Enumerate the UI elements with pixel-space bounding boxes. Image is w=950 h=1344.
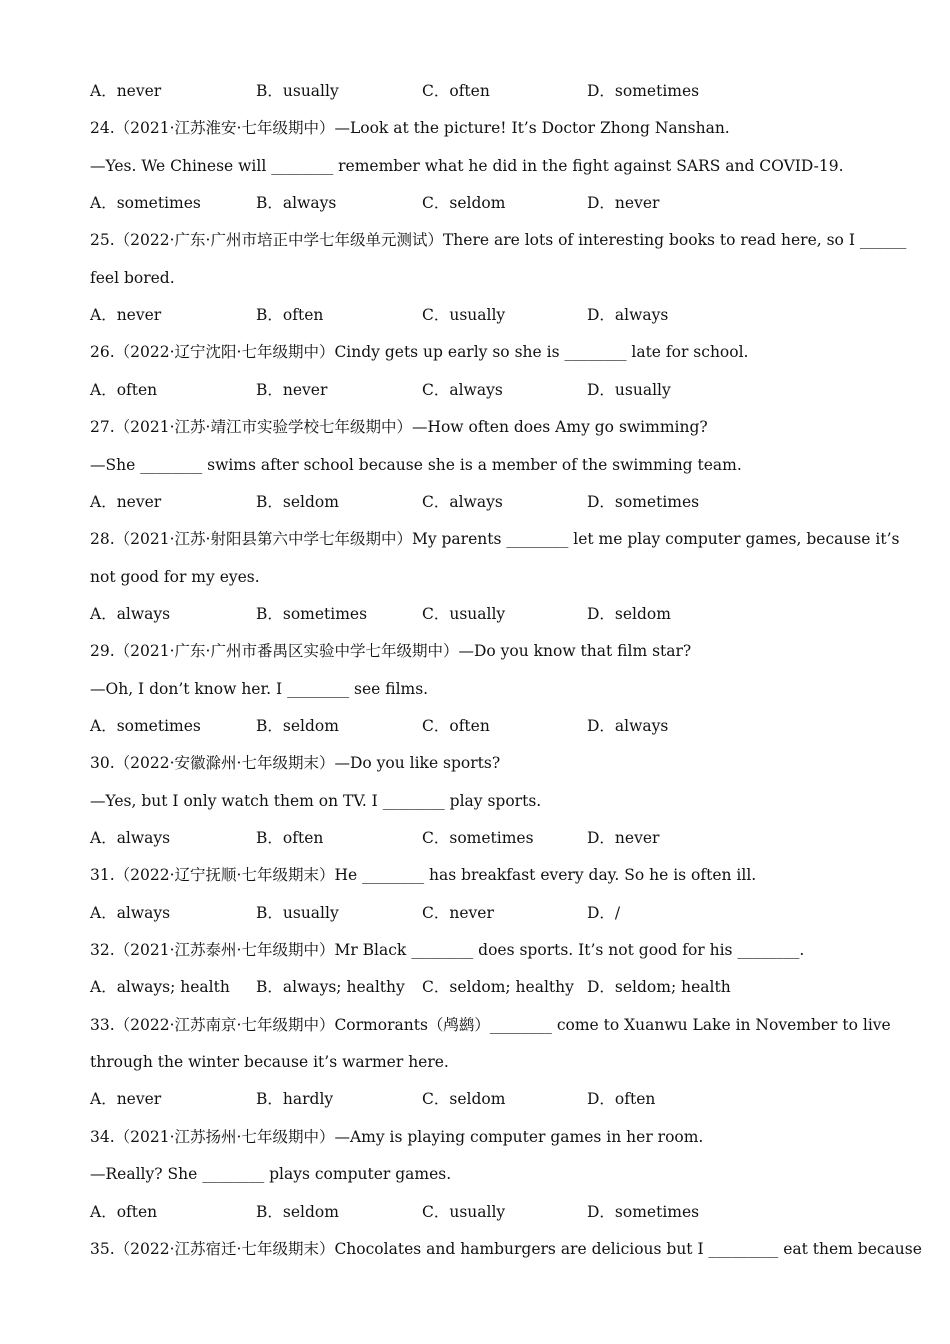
option-c: C．seldom [422,1090,506,1108]
option-b: B．seldom [256,493,339,511]
answer-options [90,603,870,625]
option-b: B．sometimes [256,605,368,623]
option-d: D．often [587,1090,656,1108]
option-d: D．always [587,717,669,735]
question-line: 34.（2021·江苏扬州·七年级期中）—Amy is playing computer games in her room. [90,1128,704,1146]
option-d: D．sometimes [587,493,700,511]
option-a: A．often [90,381,158,399]
question-line: 28.（2021·江苏·射阳县第六中学七年级期中）My parents ________ let me play computer games, because it’s [90,530,900,548]
option-c: C．often [422,717,490,735]
question-line: 24.（2021·江苏淮安·七年级期中）—Look at the picture! It’s Doctor Zhong Nanshan. [90,119,730,137]
option-c: C．seldom; healthy [422,978,574,996]
answer-options [90,1088,870,1110]
option-b: B．seldom [256,717,339,735]
answer-options [90,80,870,102]
option-a: A．sometimes [90,717,201,735]
option-c: C．often [422,82,490,100]
option-d: D．never [587,829,660,847]
option-a: A．never [90,1090,162,1108]
option-a: A．always [90,904,171,922]
option-a: A．never [90,493,162,511]
option-a: A．always [90,829,171,847]
option-a: A．always; health [90,978,230,996]
answer-options [90,827,870,849]
answer-options [90,491,870,513]
option-d: D．seldom; health [587,978,731,996]
option-b: B．never [256,381,328,399]
option-c: C．never [422,904,494,922]
question-line: 29.（2021·广东·广州市番禺区实验中学七年级期中）—Do you know that film star? [90,642,692,660]
question-line: not good for my eyes. [90,568,260,586]
option-d: D．always [587,306,669,324]
option-c: C．always [422,381,503,399]
option-d: D．seldom [587,605,671,623]
answer-options [90,1201,870,1223]
answer-options [90,304,870,326]
question-line: 25.（2022·广东·广州市培正中学七年级单元测试）There are lots of interesting books to read here, so I ______ [90,231,907,249]
option-b: B．usually [256,82,339,100]
question-line: 33.（2022·江苏南京·七年级期中）Cormorants（鸬鹚）________ come to Xuanwu Lake in November to live [90,1016,891,1034]
question-line: 31.（2022·辽宁抚顺·七年级期末）He ________ has breakfast every day. So he is often ill. [90,866,757,884]
option-d: D．never [587,194,660,212]
option-c: C．usually [422,306,506,324]
question-line: —She ________ swims after school because she is a member of the swimming team. [90,456,742,474]
option-c: C．usually [422,1203,506,1221]
option-d: D．/ [587,904,621,922]
option-a: A．always [90,605,171,623]
answer-options [90,902,870,924]
option-b: B．often [256,829,324,847]
option-c: C．sometimes [422,829,534,847]
option-c: C．always [422,493,503,511]
option-b: B．often [256,306,324,324]
question-line: 27.（2021·江苏·靖江市实验学校七年级期中）—How often does Amy go swimming? [90,418,708,436]
question-line: —Really? She ________ plays computer games. [90,1165,452,1183]
question-line: through the winter because it’s warmer here. [90,1053,449,1071]
answer-options [90,192,870,214]
option-c: C．usually [422,605,506,623]
option-d: D．sometimes [587,82,700,100]
option-a: A．never [90,82,162,100]
option-d: D．usually [587,381,671,399]
option-a: A．sometimes [90,194,201,212]
question-line: —Yes. We Chinese will ________ remember what he did in the fight against SARS and COVID-19. [90,157,844,175]
question-line: 26.（2022·辽宁沈阳·七年级期中）Cindy gets up early so she is ________ late for school. [90,343,749,361]
answer-options [90,715,870,737]
option-d: D．sometimes [587,1203,700,1221]
question-line: 30.（2022·安徽滁州·七年级期末）—Do you like sports? [90,754,501,772]
option-a: A．often [90,1203,158,1221]
option-b: B．always; healthy [256,978,405,996]
option-c: C．seldom [422,194,506,212]
option-b: B．hardly [256,1090,334,1108]
answer-options [90,976,870,998]
option-a: A．never [90,306,162,324]
option-b: B．seldom [256,1203,339,1221]
question-line: —Yes, but I only watch them on TV. I ________ play sports. [90,792,542,810]
question-line: —Oh, I don’t know her. I ________ see films. [90,680,429,698]
option-b: B．always [256,194,337,212]
option-b: B．usually [256,904,339,922]
question-line: feel bored. [90,269,175,287]
question-line: 35.（2022·江苏宿迁·七年级期末）Chocolates and hamburgers are delicious but I _________ eat them because [90,1240,922,1258]
answer-options [90,379,870,401]
question-line: 32.（2021·江苏泰州·七年级期中）Mr Black ________ does sports. It’s not good for his ________. [90,941,805,959]
